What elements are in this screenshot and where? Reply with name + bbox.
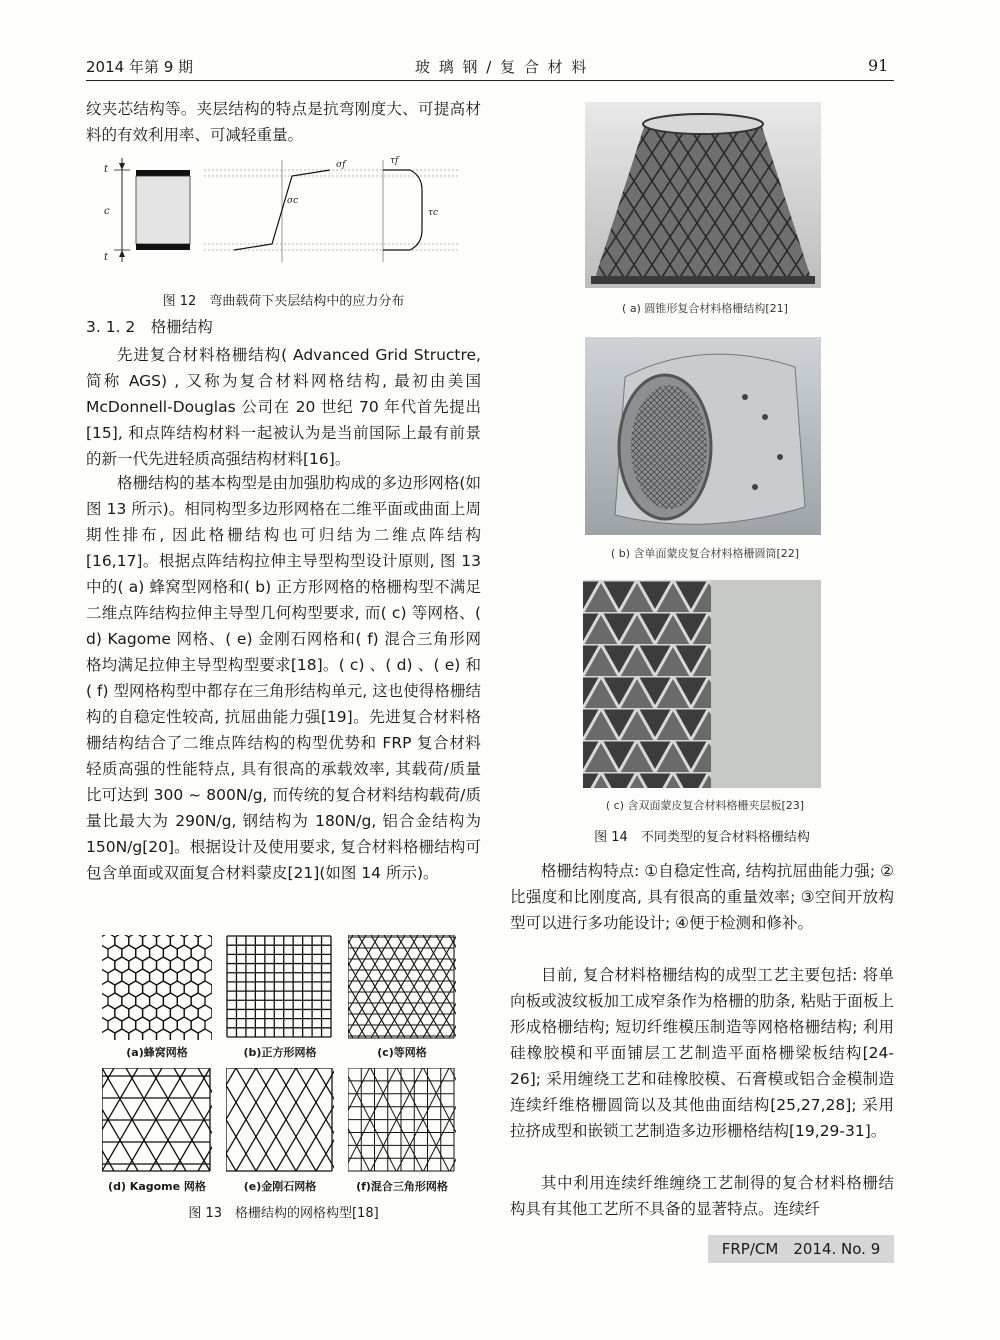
lattice-mixed-triangle [348,1068,456,1173]
fig12-label-tau-f: τf [390,156,399,166]
lattice-kagome [102,1068,212,1173]
fig13-label-f: (f)混合三角形网格 [356,1180,448,1193]
issue-label: 2014 年第 9 期 [86,58,194,76]
fig13-label-d: (d) Kagome 网格 [108,1180,206,1193]
paragraph-winding-process: 其中利用连续纤维缠绕工艺制得的复合材料格栅结构具有其他工艺所不具备的显著特点。连续纤 [510,1174,894,1218]
page-number: 91 [868,56,889,75]
paragraph-ags-intro: 先进复合材料格栅结构( Advanced Grid Structre, 简称 AGS) , 又称为复合材料网格结构, 最初由美国 McDonnell-Douglas 公司在 20 世纪 70 年代首先提出[15], 和点阵结构材料一起被认为是当前国际上最有前景的新一代先进轻质高强结构材料[16]。 [86,346,481,468]
fig12-label-c: c [104,206,110,217]
journal-footer: FRP/CM 2014. No. 9 [708,1235,894,1263]
lattice-square [226,935,334,1040]
fig12-caption: 图 12 弯曲载荷下夹层结构中的应力分布 [162,294,405,309]
lattice-isogrid [348,935,456,1040]
lattice-honeycomb [102,935,212,1040]
lattice-diamond [226,1068,334,1173]
fig12-label-sigma-f: σf [336,160,346,170]
fig14-caption: 图 14 不同类型的复合材料格栅结构 [594,830,810,845]
section-heading: 3. 1. 2 格栅结构 [86,318,213,336]
fig14-subcaption-c: ( c) 含双面蒙皮复合材料格栅夹层板[23] [605,799,805,812]
header-rule [86,80,894,81]
journal-title: 玻 璃 钢 / 复 合 材 料 [415,58,589,76]
fig12-stress-diagram [100,150,465,275]
fig13-label-b: (b)正方形网格 [243,1046,317,1059]
photo-grid-sandwich-panel [583,580,821,788]
fig14-subcaption-a: ( a) 圆锥形复合材料格栅结构[21] [622,302,788,315]
fig13-label-c: (c)等网格 [377,1046,427,1059]
photo-conical-grid-structure [585,102,821,288]
paragraph-forming-process: 目前, 复合材料格栅结构的成型工艺主要包括: 将单向板或波纹板加工成窄条作为格栅的肋条, 粘贴于面板上形成格栅结构; 短切纤维模压制造等网格格栅结构; 利用硅橡胶模和平面铺层工艺制造平面格栅梁板结构[24-26]; 采用缠绕工艺和硅橡胶模、石膏模或铝合金模制造连续纤维格栅圆筒以及其他曲面结构[25,27,28]; 采用拉挤成型和嵌锁工艺制造多边形栅格结构[19,29-31]。 [510,966,894,1140]
fig12-label-tau-c: τc [428,208,439,218]
fig13-label-a: (a)蜂窝网格 [126,1046,188,1059]
fig13-label-e: (e)金刚石网格 [243,1180,317,1193]
intro-paragraph: 纹夹芯结构等。夹层结构的特点是抗弯刚度大、可提高材料的有效利用率、可减轻重量。 [86,100,481,144]
fig14-subcaption-b: ( b) 含单面蒙皮复合材料格栅圆筒[22] [610,547,800,560]
fig13-caption: 图 13 格栅结构的网格构型[18] [188,1206,379,1221]
fig12-label-t-top: t [104,164,109,175]
paragraph-grid-features: 格栅结构特点: ①自稳定性高, 结构抗屈曲能力强; ②比强度和比刚度高, 具有很高的重量效率; ③空间开放构型可以进行多功能设计; ④便于检测和修补。 [510,862,894,932]
paragraph-grid-config: 格栅结构的基本构型是由加强肋构成的多边形网格(如图 13 所示)。相同构型多边形网格在二维平面或曲面上周期性排布, 因此格栅结构也可归结为二维点阵结构[16,17]。根据点阵结构拉伸主导型构型设计原则, 图 13 中的( a) 蜂窝型网格和( b) 正方形网格的格栅构型不满足二维点阵结构拉伸主导型几何构型要求, 而( c) 等网格、( d) Kagome 网格、( e) 金刚石网格和( f) 混合三角形网格均满足拉伸主导型构型要求[18]。( c) 、( d) 、( e) 和( f) 型网格构型中都存在三角形结构单元, 这也使得格栅结构的自稳定性较高, 抗屈曲能力强[19]。先进复合材料格栅结构结合了二维点阵结构的构型优势和 FRP 复合材料轻质高强的性能特点, 具有很高的承载效率, 其载荷/质量比可达到 300 ~ 800N/g, 而传统的复合材料结构载荷/质量比最大为 290N/g, 钢结构为 180N/g, 铝合金结构为 150N/g[20]。根据设计及使用要求, 复合材料格栅结构可包含单面或双面复合材料蒙皮[21](如图 14 所示)。 [86,474,481,882]
fig12-label-sigma-c: σc [287,196,299,206]
photo-grid-cylinder-single-skin [585,337,821,535]
fig12-label-t-bottom: t [104,252,109,263]
